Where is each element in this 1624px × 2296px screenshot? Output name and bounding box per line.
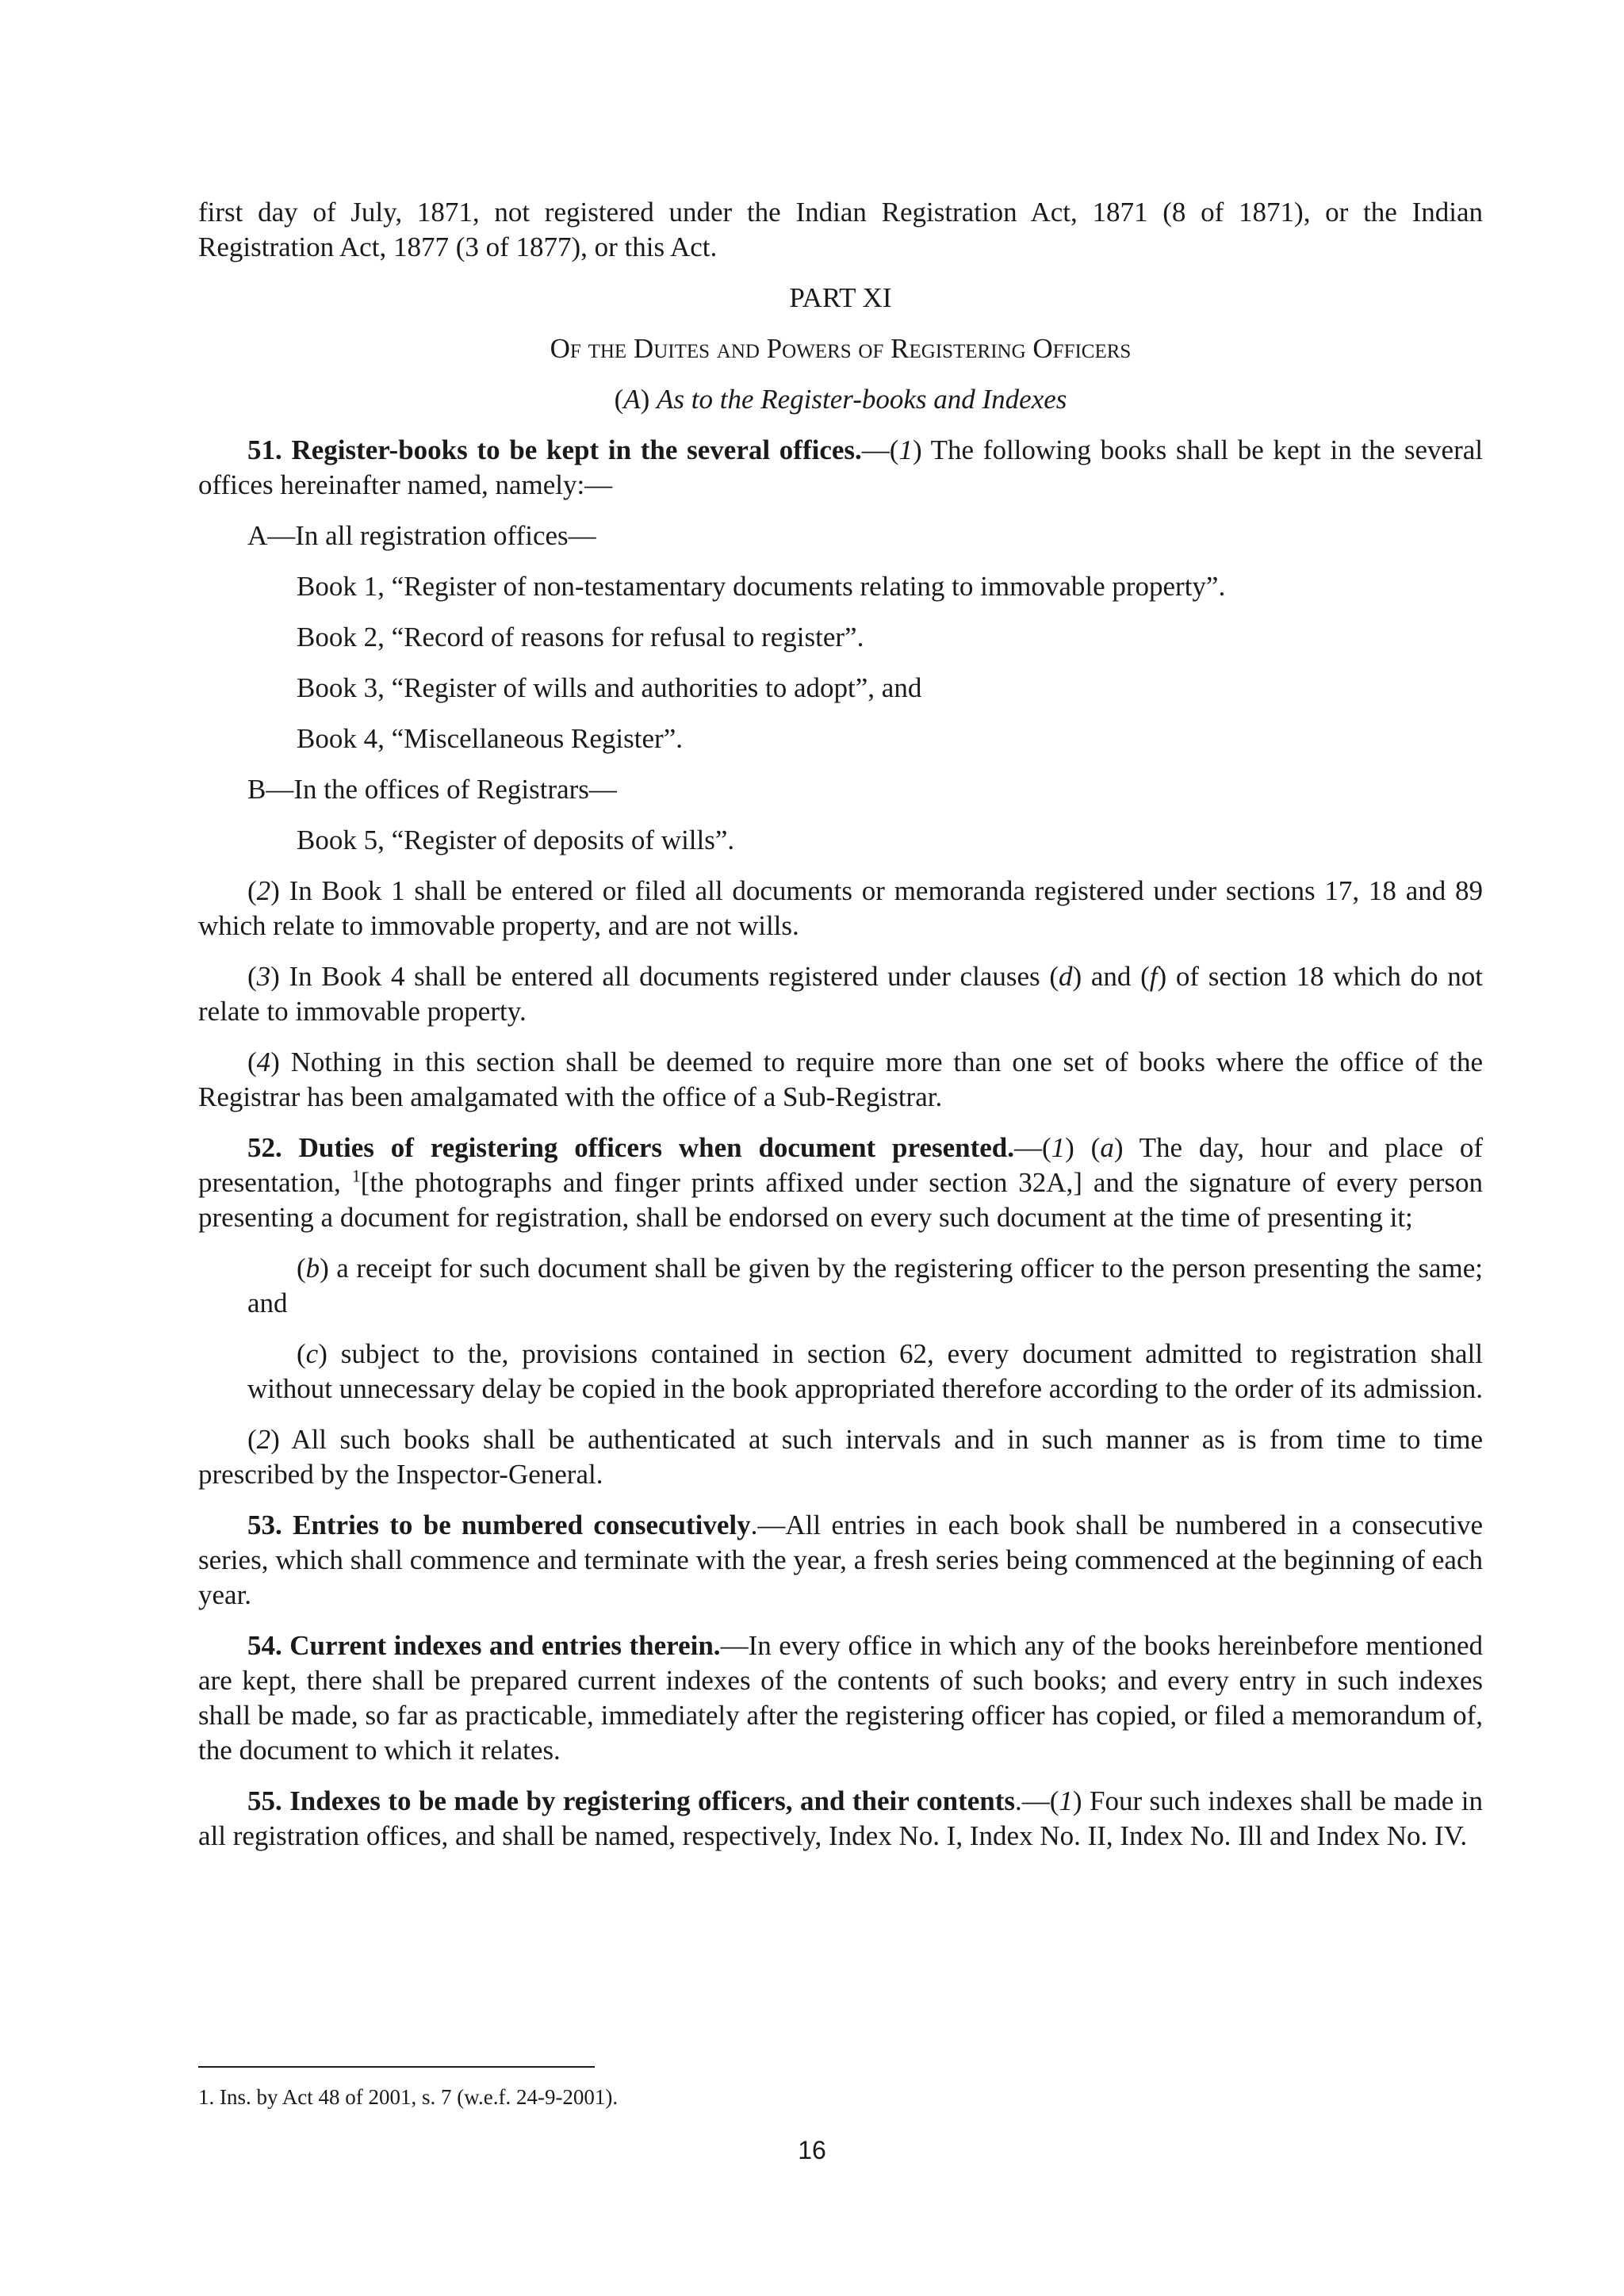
section-51-group-b: B—In the offices of Registrars— (247, 774, 617, 805)
book-1-item: Book 1, “Register of non-testamentary documents relating to immovable property”. (297, 571, 1226, 602)
part-title: Of the Duites and Powers of Registering Officers (550, 333, 1132, 364)
section-52-sub-2: (2) All such books shall be authenticated at such intervals and in such manner as is from time to time prescribed by the Inspector-General. (198, 1424, 1483, 1490)
section-52-heading: 52. Duties of registering officers when document presented. (247, 1132, 1014, 1163)
book-4-item: Book 4, “Miscellaneous Register”. (297, 723, 683, 754)
book-5-item: Book 5, “Register of deposits of wills”. (297, 825, 735, 855)
section-51-sub-4: (4) Nothing in this section shall be deemed to require more than one set of books where the office of the Registrar has been amalgamated with the office of a Sub-Registrar. (198, 1047, 1483, 1112)
section-51-group-a: A—In all registration offices— (247, 520, 596, 551)
part-number: PART XI (789, 282, 892, 313)
part-subheading-letter: A (623, 384, 641, 415)
page-number: 16 (798, 2136, 826, 2164)
section-51-sub-2: (2) In Book 1 shall be entered or filed all documents or memoranda registered under sections 17, 18 and 89 which relate to immovable property, and are not wills. (198, 875, 1483, 941)
section-52-clause-c: (c) subject to the, provisions contained in section 62, every document admitted to registration shall without unnecessary delay be copied in the book appropriated therefore according to the order of its admission. (247, 1338, 1483, 1404)
book-3-item: Book 3, “Register of wills and authorities to adopt”, and (297, 672, 922, 703)
section-52-clause-b: (b) a receipt for such document shall be given by the registering officer to the person presenting the same; and (247, 1253, 1483, 1318)
footnote: 1. Ins. by Act 48 of 2001, s. 7 (w.e.f. 24-9-2001). (198, 2085, 619, 2109)
section-54: 54. Current indexes and entries therein.—In every office in which any of the books hereinbefore mentioned are kept, there shall be prepared current indexes of the contents of such books; and every entry in such indexes shall be made, so far as practicable, immediately after the registering officer has copied, or filed a memorandum of, the document to which it relates. (198, 1630, 1484, 1766)
book-2-item: Book 2, “Record of reasons for refusal to register”. (297, 622, 864, 652)
section-55-heading: 55. Indexes to be made by registering officers, and their contents (247, 1785, 1015, 1816)
section-53: 53. Entries to be numbered consecutively.—All entries in each book shall be numbered in a consecutive series, which shall commence and terminate with the year, a fresh series being commenced at the beginning of each year. (198, 1510, 1483, 1610)
section-51-sub-3: (3) In Book 4 shall be entered all documents registered under clauses (d) and (f) of section 18 which do not relate to immovable property. (198, 961, 1483, 1027)
section-54-heading: 54. Current indexes and entries therein. (247, 1630, 721, 1661)
section-51: 51. Register-books to be kept in the several offices.—(1) The following books shall be kept in the several offices hereinafter named, namely:— (198, 434, 1483, 500)
continuation-paragraph: first day of July, 1871, not registered under the Indian Registration Act, 1871 (8 of 1871), or the Indian Registration Act, 1877 (3 of 1877), or this Act. (198, 197, 1483, 262)
section-53-heading: 53. Entries to be numbered consecutively (247, 1510, 751, 1540)
document-body (198, 195, 1483, 1869)
footnote-reference: 1 (351, 1165, 361, 1186)
footnote-divider (198, 2066, 595, 2068)
section-55: 55. Indexes to be made by registering officers, and their contents.—(1) Four such indexes shall be made in all registration offices, and shall be named, respectively, Index No. I, Index No. II, Index No. Ill and Index No. IV. (198, 1785, 1483, 1851)
section-52: 52. Duties of registering officers when document presented.—(1) (a) The day, hour and place of presentation, $^1$[the photographs and finger prints affixed under section 32A,] and the signature of every person presenting a document for registration, shall be endorsed on every such document at the time of presenting it; (198, 1132, 1483, 1233)
section-51-heading: 51. Register-books to be kept in the several offices. (247, 434, 862, 465)
part-subheading-text: As to the Register-books and Indexes (657, 384, 1067, 415)
part-subheading: (A) As to the Register-books and Indexes (614, 384, 1067, 415)
